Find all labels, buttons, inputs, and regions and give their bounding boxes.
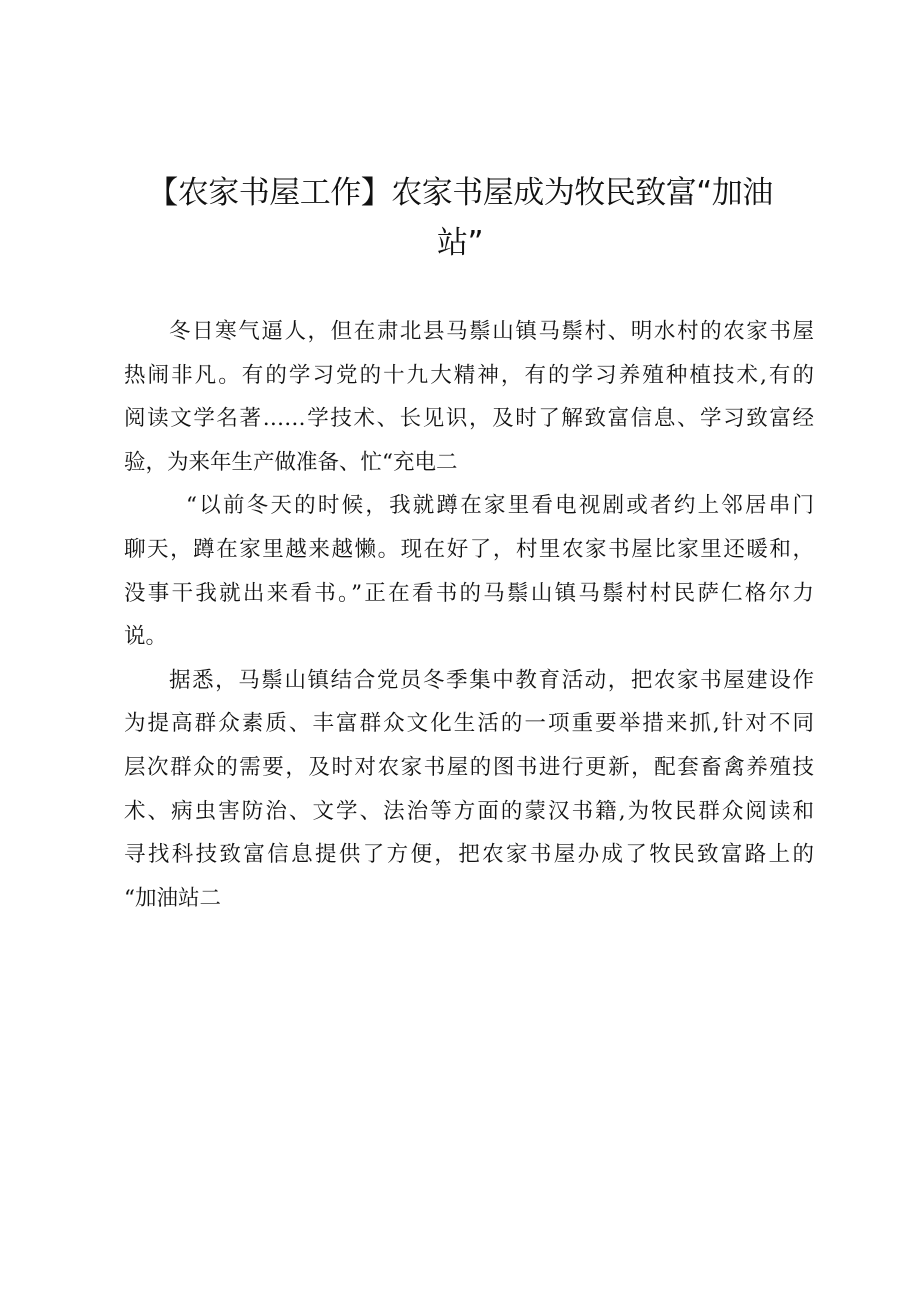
paragraph-line: “以前冬天的时候，我就蹲在家里看电视剧或者约上邻居串门 — [186, 493, 814, 519]
paragraph-2 — [124, 484, 814, 658]
paragraph-line: 据悉，马鬃山镇结合党员冬季集中教育活动，把农家书屋建设作 — [169, 667, 814, 693]
paragraph-line: 说。 — [124, 624, 168, 650]
paragraph-line: 术、病虫害防治、文学、法治等方面的蒙汉书籍,为牧民群众阅读和 — [124, 798, 814, 824]
paragraph-1 — [124, 310, 814, 484]
paragraph-3 — [124, 659, 814, 921]
paragraph-line: 聊天，蹲在家里越来越懒。现在好了，村里农家书屋比家里还暖和， — [124, 536, 814, 562]
paragraph-line: 层次群众的需要，及时对农家书屋的图书进行更新，配套畜禽养殖技 — [124, 754, 814, 780]
title-line-2: 站” — [436, 225, 484, 261]
paragraph-line: 冬日寒气逼人，但在肃北县马鬃山镇马鬃村、明水村的农家书屋 — [169, 319, 814, 344]
paragraph-line: 为提高群众素质、丰富群众文化生活的一项重要举措来抓,针对不同 — [124, 711, 814, 737]
paragraph-line: 热闹非凡。有的学习党的十九大精神，有的学习养殖种植技术,有的 — [124, 362, 814, 388]
paragraph-line: 寻找科技致富信息提供了方便，把农家书屋办成了牧民致富路上的 — [124, 842, 814, 868]
document-body — [124, 310, 814, 920]
paragraph-line: 阅读文学名著……学技术、长见识，及时了解致富信息、学习致富经 — [124, 406, 814, 432]
paragraph-line: 没事干我就出来看书。”正在看书的马鬃山镇马鬃村村民萨仁格尔力 — [124, 580, 814, 606]
paragraph-line: “加油站二 — [124, 885, 221, 911]
document-title — [130, 168, 790, 268]
title-line-1: 【农家书屋工作】农家书屋成为牧民致富“加油 — [147, 175, 773, 211]
paragraph-line: 验，为来年生产做准备、忙“充电二 — [124, 449, 458, 475]
